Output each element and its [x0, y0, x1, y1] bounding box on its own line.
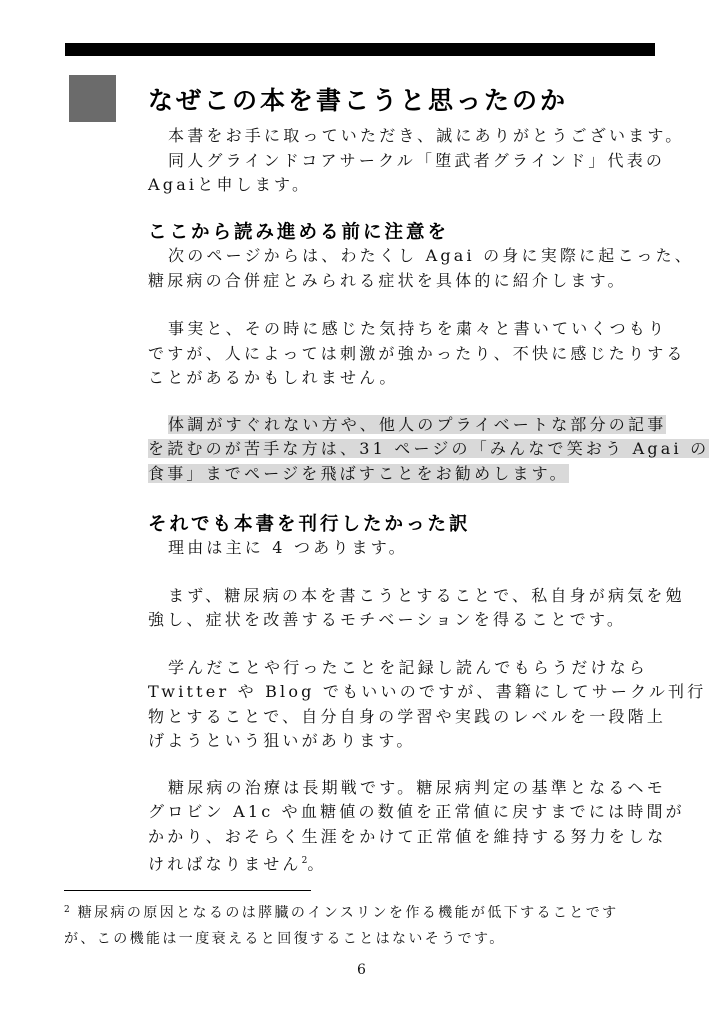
paragraph-line: 糖尿病の合併症とみられる症状を具体的に紹介します。 — [148, 271, 627, 290]
highlighted-text: 体調がすぐれない方や、他人のプライベートな部分の記事 — [168, 415, 667, 434]
intro-line: 本書をお手に取っていただき、誠にありがとうございます。 — [168, 126, 685, 145]
paragraph-line: まず、糖尿病の本を書こうとすることで、私自身が病気を勉 — [168, 586, 685, 605]
paragraph-line: 学んだことや行ったことを記録し読んでもらうだけなら — [168, 658, 649, 677]
warning-line — [168, 414, 666, 436]
paragraph-line: 物とすることで、自分自身の学習や実践のレベルを一段階上 — [148, 707, 667, 726]
paragraph-line: げようという狙いがあります。 — [148, 731, 416, 750]
chapter-marker-block — [69, 75, 116, 122]
intro-line: 同人グラインドコアサークル「堕武者グラインド」代表の — [168, 151, 666, 170]
paragraph-text: ければなりません — [148, 854, 302, 874]
paragraph-text: 。 — [307, 854, 327, 874]
paragraph-line: かかり、おそらく生涯をかけて正常値を維持する努力をしな — [148, 827, 667, 846]
paragraph-line: ですが、人によっては刺激が強かったり、不快に感じたりする — [148, 344, 686, 363]
paragraph-line: 次のページからは、わたくし Agai の身に実際に起こった、 — [168, 246, 694, 265]
footnote-line — [64, 903, 619, 925]
footnote-reference[interactable]: 2 — [301, 856, 308, 866]
warning-line — [148, 463, 569, 485]
paragraph-line: 糖尿病の治療は長期戦です。糖尿病判定の基準となるヘモ — [168, 778, 666, 797]
intro-line: Agaiと申します。 — [148, 175, 312, 194]
footnote-divider — [64, 890, 311, 891]
paragraph-line — [148, 850, 327, 875]
footnote-text: 糖尿病の原因となるのは膵臓のインスリンを作る機能が低下することです — [77, 905, 619, 921]
footnote-marker: 2 — [64, 905, 70, 915]
paragraph-line: ことがあるかもしれません。 — [148, 368, 399, 387]
paragraph-line: グロビン A1c や血糖値の数値を正常値に戻すまでには時間が — [148, 802, 685, 821]
section-heading: ここから読み進める前に注意を — [148, 222, 450, 243]
paragraph-line: 理由は主に 4 つあります。 — [168, 538, 408, 557]
page-number: 6 — [357, 962, 366, 978]
footnote-line: が、この機能は一度衰えると回復することはないそうです。 — [64, 931, 506, 947]
paragraph-line: Twitter や Blog でもいいのですが、書籍にしてサークル刊行 — [148, 682, 707, 701]
section-heading: それでも本書を刊行したかった訳 — [148, 514, 471, 535]
paragraph-line: 強し、症状を改善するモチベーションを得ることです。 — [148, 610, 627, 629]
warning-line — [148, 438, 709, 460]
highlighted-text: を読むのが苦手な方は、31 ページの「みんなで笑おう Agai の — [148, 439, 710, 458]
paragraph-line: 事実と、その時に感じた気持ちを粛々と書いていくつもり — [168, 319, 668, 338]
header-rule — [65, 43, 655, 56]
highlighted-text: 食事」までページを飛ばすことをお勧めします。 — [148, 464, 569, 483]
page-title: なぜこの本を書こうと思ったのか — [148, 86, 569, 115]
